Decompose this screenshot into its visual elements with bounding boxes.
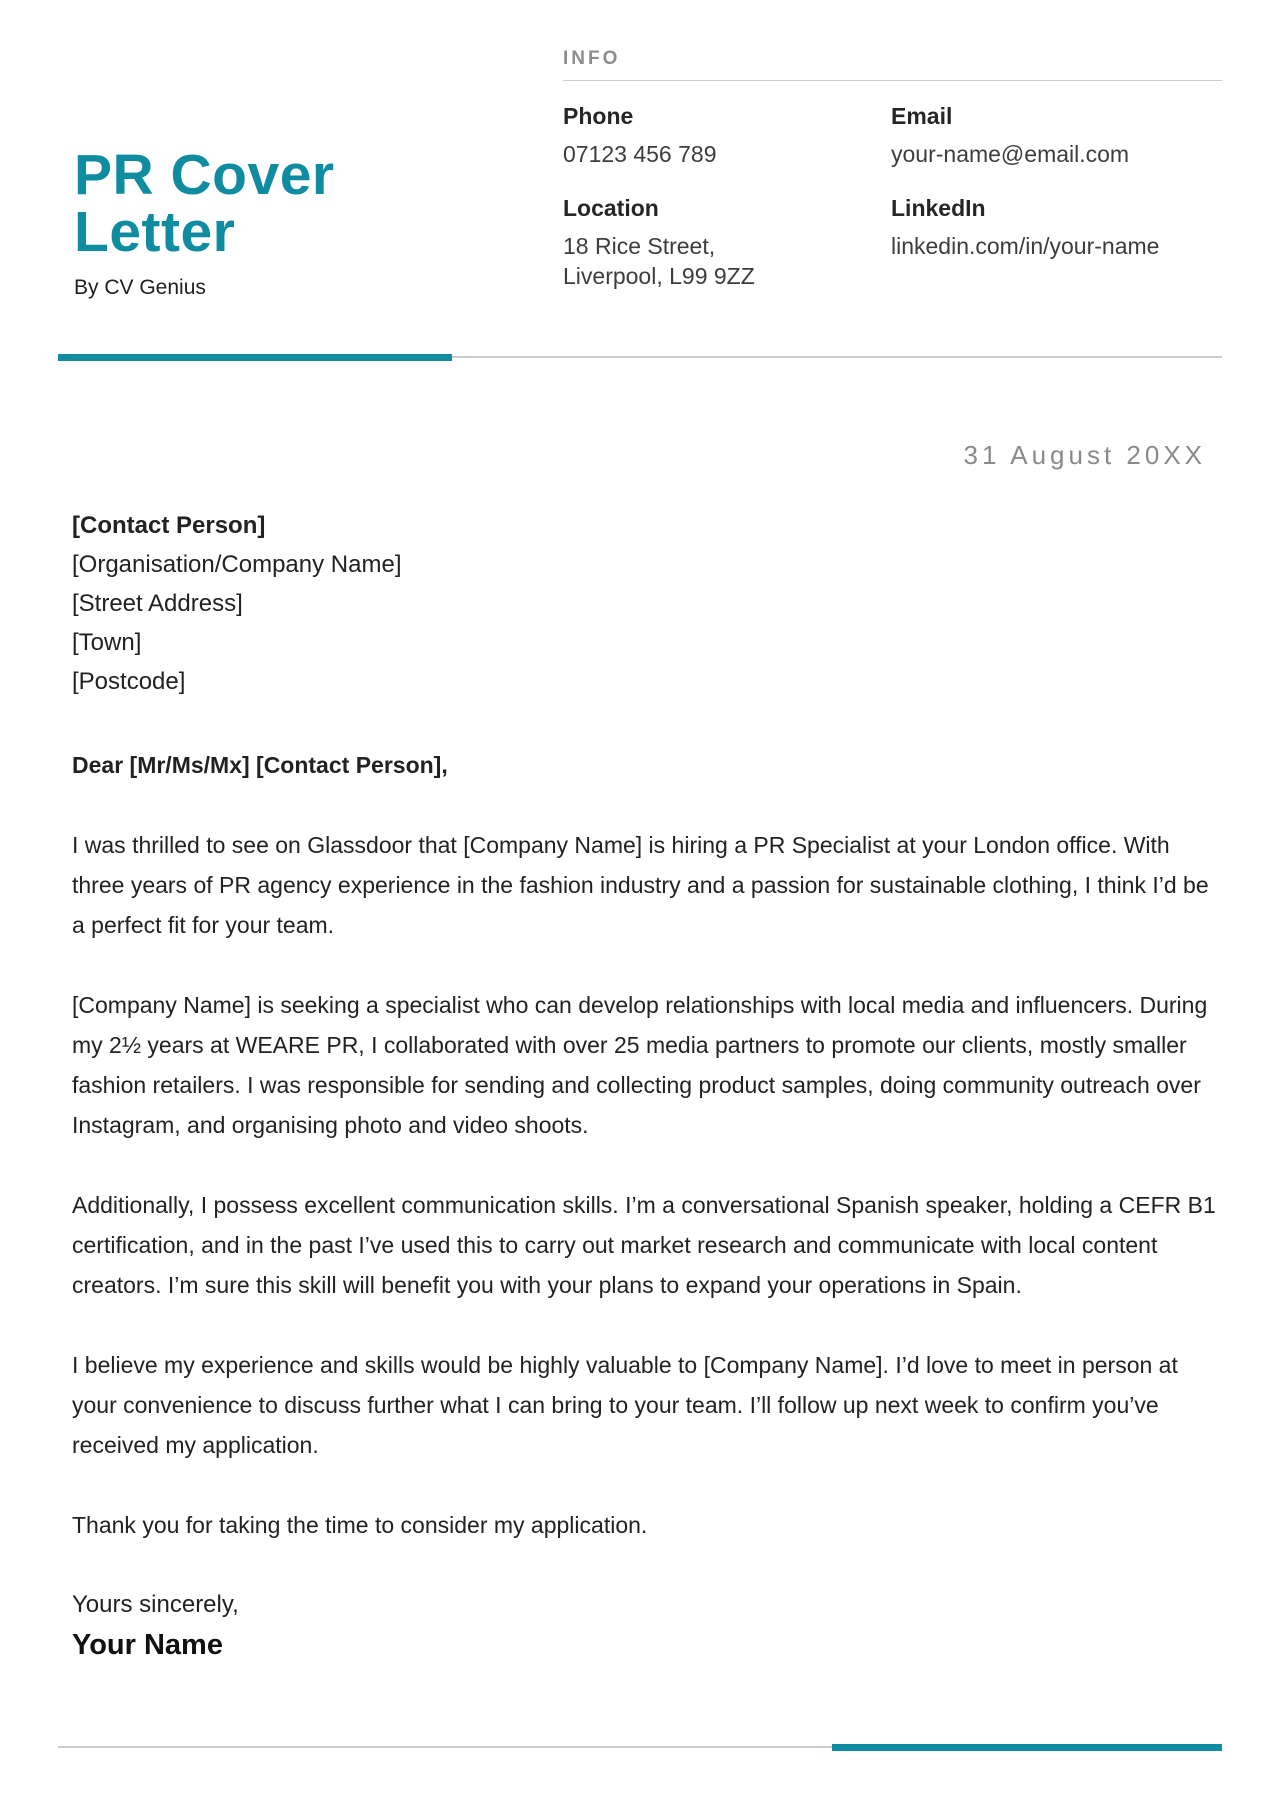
paragraph-1: I was thrilled to see on Glassdoor that [Company Name] is hiring a PR Specialist at your London office. With three years of PR agency experience in the fashion industry and a passion for sustainable clothing, I think I’d be a perfect fit for your team. [72, 832, 1209, 938]
signature-name: Your Name [72, 1629, 223, 1661]
phone-value: 07123 456 789 [563, 141, 717, 167]
byline: By CV Genius [74, 276, 206, 299]
location-line-1: 18 Rice Street, [563, 233, 716, 259]
paragraph-2: [Company Name] is seeking a specialist who can develop relationships with local media and influencers. During my 2½ years at WEARE PR, I collaborated with over 25 media partners to promote our clients, mostly smaller fashion retailers. I was responsible for sending and collecting product samples, doing community outreach over Instagram, and organising photo and video shoots. [72, 992, 1208, 1138]
paragraph-4: I believe my experience and skills would be highly valuable to [Company Name]. I’d love to meet in person at your convenience to discuss further what I can bring to your team. I’ll follow up next week to confirm you’ve received my application. [72, 1352, 1178, 1458]
letter-date: 31 August 20XX [963, 440, 1206, 470]
linkedin-label: LinkedIn [891, 195, 986, 221]
top-divider-rule [452, 356, 1222, 358]
recipient-organisation: [Organisation/Company Name] [72, 551, 402, 578]
bottom-divider-accent-bar [832, 1744, 1222, 1751]
location-line-2: Liverpool, L99 9ZZ [563, 263, 755, 289]
bottom-divider-rule [58, 1746, 832, 1748]
page-title: PR Cover Letter [74, 143, 335, 264]
location-value [563, 231, 891, 291]
info-panel [563, 48, 1222, 300]
info-field-linkedin [891, 195, 1222, 291]
bottom-divider [58, 1744, 1222, 1751]
recipient-block [72, 506, 1222, 701]
valediction: Yours sincerely, [72, 1591, 239, 1618]
title-block [74, 48, 504, 300]
info-field-email [891, 103, 1222, 169]
location-label: Location [563, 195, 659, 221]
linkedin-value: linkedin.com/in/your-name [891, 233, 1160, 259]
paragraph-3: Additionally, I possess excellent communication skills. I’m a conversational Spanish speaker, holding a CEFR B1 certification, and in the past I’ve used this to carry out market research and communicate with local content creators. I’m sure this skill will benefit you with your plans to expand your operations in Spain. [72, 1192, 1216, 1298]
top-divider-accent-bar [58, 354, 452, 361]
recipient-contact-person: [Contact Person] [72, 512, 266, 539]
phone-label: Phone [563, 103, 634, 129]
recipient-street-address: [Street Address] [72, 590, 243, 617]
letter-body [58, 430, 1222, 1665]
salutation: Dear [Mr/Ms/Mx] [Contact Person], [72, 752, 448, 778]
info-grid [563, 103, 1222, 291]
header [58, 48, 1222, 300]
email-label: Email [891, 103, 953, 129]
email-value: your-name@email.com [891, 141, 1130, 167]
recipient-town: [Town] [72, 629, 142, 656]
recipient-postcode: [Postcode] [72, 668, 186, 695]
info-rule [563, 80, 1222, 81]
info-heading: INFO [563, 48, 621, 69]
top-divider [58, 354, 1222, 361]
thank-you-line: Thank you for taking the time to consider my application. [72, 1512, 648, 1538]
info-field-location [563, 195, 891, 291]
info-field-phone [563, 103, 891, 169]
